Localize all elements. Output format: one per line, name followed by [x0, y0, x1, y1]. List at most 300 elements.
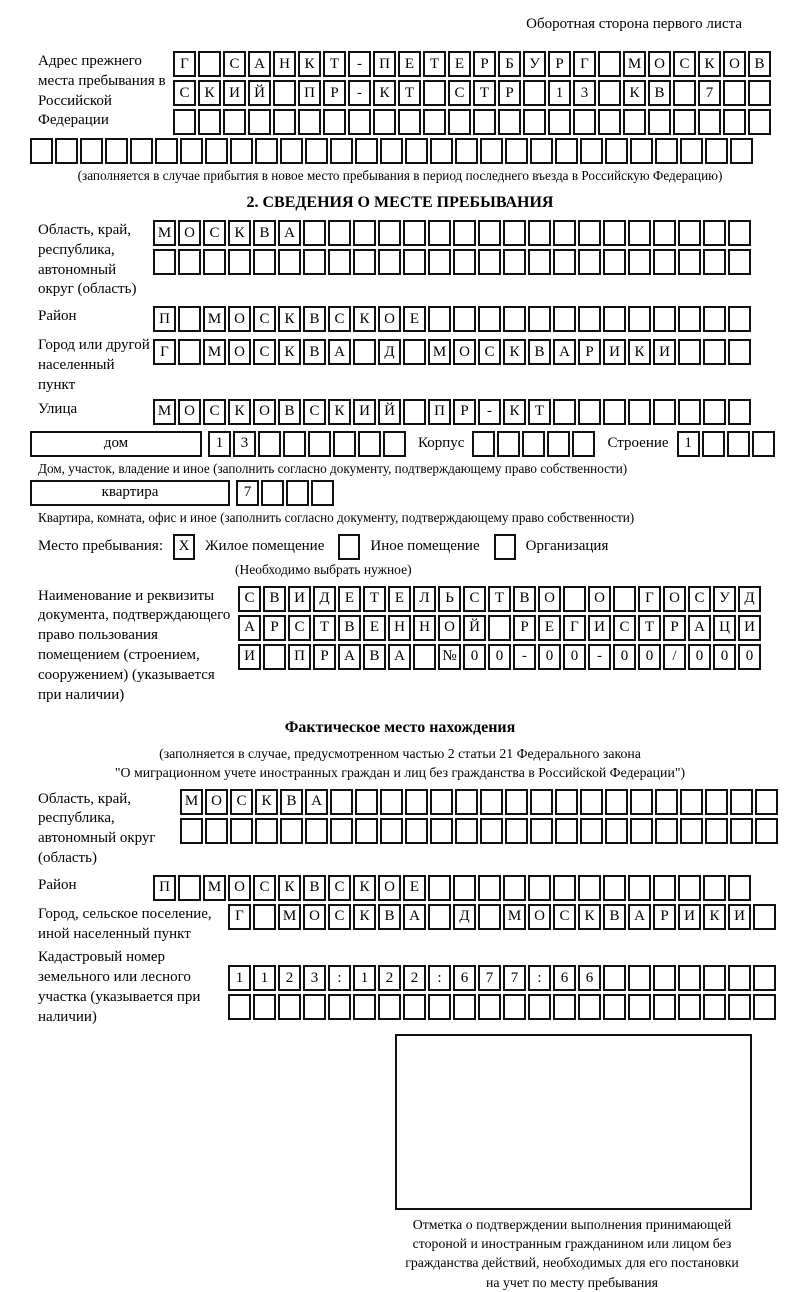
char-box — [330, 818, 353, 844]
char-box: 0 — [463, 644, 486, 670]
region-line2 — [153, 249, 751, 275]
actual-district-line1 — [153, 875, 751, 901]
char-box — [603, 249, 626, 275]
char-box — [703, 306, 726, 332]
char-box: Р — [323, 80, 346, 106]
char-box: К — [353, 306, 376, 332]
char-box: Д — [453, 904, 476, 930]
district-label: Район — [38, 308, 77, 325]
char-box: Е — [403, 875, 426, 901]
char-box: А — [628, 904, 651, 930]
char-box: Р — [313, 644, 336, 670]
char-box — [678, 399, 701, 425]
char-box — [473, 109, 496, 135]
char-box — [623, 109, 646, 135]
char-box: О — [253, 399, 276, 425]
street-line1 — [153, 399, 751, 425]
char-box: К — [373, 80, 396, 106]
char-box: К — [278, 339, 301, 365]
char-box — [448, 109, 471, 135]
char-box — [703, 875, 726, 901]
char-box — [628, 220, 651, 246]
char-box: 2 — [278, 965, 301, 991]
char-box: Р — [473, 51, 496, 77]
char-box — [453, 875, 476, 901]
char-box: Т — [528, 399, 551, 425]
char-box: М — [623, 51, 646, 77]
char-box — [680, 789, 703, 815]
char-box: П — [153, 306, 176, 332]
char-box: О — [648, 51, 671, 77]
char-box — [598, 51, 621, 77]
char-box: : — [328, 965, 351, 991]
char-box: : — [428, 965, 451, 991]
char-box — [555, 138, 578, 164]
stamp-caption-line2: стороной и иностранным гражданином или лицом без — [412, 1235, 732, 1251]
back-side-note: Оборотная сторона первого листа — [526, 16, 742, 32]
char-box: С — [328, 875, 351, 901]
char-box — [353, 994, 376, 1020]
char-box: А — [688, 615, 711, 641]
char-box: С — [253, 339, 276, 365]
char-box: 6 — [578, 965, 601, 991]
char-box — [255, 138, 278, 164]
char-box — [255, 818, 278, 844]
char-box — [378, 220, 401, 246]
char-box: 6 — [453, 965, 476, 991]
char-box — [630, 789, 653, 815]
char-box: 1 — [353, 965, 376, 991]
char-box — [703, 965, 726, 991]
char-box: С — [238, 586, 261, 612]
char-box: Е — [398, 51, 421, 77]
char-box — [488, 615, 511, 641]
char-box — [605, 138, 628, 164]
char-box — [703, 220, 726, 246]
char-box — [653, 306, 676, 332]
char-box — [478, 904, 501, 930]
char-box — [430, 789, 453, 815]
char-box — [728, 399, 751, 425]
char-box: Т — [363, 586, 386, 612]
char-box: П — [373, 51, 396, 77]
char-box: И — [223, 80, 246, 106]
char-box — [198, 51, 221, 77]
char-box — [628, 965, 651, 991]
char-box — [578, 249, 601, 275]
char-box: В — [263, 586, 286, 612]
char-box: Д — [378, 339, 401, 365]
char-box — [578, 399, 601, 425]
char-box: Г — [563, 615, 586, 641]
char-box: Е — [538, 615, 561, 641]
char-box: П — [153, 875, 176, 901]
char-box: Ь — [438, 586, 461, 612]
char-box: 7 — [503, 965, 526, 991]
actual-city-label: Город, сельское поселение, иной населенный пункт — [38, 905, 212, 942]
char-box — [705, 138, 728, 164]
char-box: Е — [403, 306, 426, 332]
char-box — [555, 789, 578, 815]
char-box: М — [203, 306, 226, 332]
char-box — [703, 249, 726, 275]
char-box — [653, 994, 676, 1020]
char-box — [178, 306, 201, 332]
char-box — [198, 109, 221, 135]
char-box — [308, 431, 331, 457]
char-box — [678, 249, 701, 275]
char-box: И — [678, 904, 701, 930]
char-box: О — [228, 339, 251, 365]
char-box: Ц — [713, 615, 736, 641]
char-box: 1 — [253, 965, 276, 991]
char-box — [358, 431, 381, 457]
char-box: М — [153, 220, 176, 246]
korpus-digits — [472, 431, 595, 457]
char-box — [563, 586, 586, 612]
char-box: Р — [513, 615, 536, 641]
char-box: 3 — [573, 80, 596, 106]
char-box — [480, 789, 503, 815]
char-box — [286, 480, 309, 506]
char-box — [728, 306, 751, 332]
korpus-label: Корпус — [418, 435, 465, 452]
char-box: О — [453, 339, 476, 365]
char-box: А — [553, 339, 576, 365]
char-box: 1 — [228, 965, 251, 991]
char-box — [580, 818, 603, 844]
char-box — [528, 220, 551, 246]
document-line3 — [238, 644, 761, 670]
char-box — [403, 994, 426, 1020]
char-box: В — [278, 399, 301, 425]
char-box — [455, 818, 478, 844]
char-box — [748, 80, 771, 106]
char-box: С — [230, 789, 253, 815]
char-box: С — [553, 904, 576, 930]
char-box — [628, 249, 651, 275]
char-box — [523, 109, 546, 135]
char-box — [578, 994, 601, 1020]
char-box — [678, 965, 701, 991]
char-box: Т — [313, 615, 336, 641]
char-box — [655, 818, 678, 844]
actual-location-note1: (заполняется в случае, предусмотренном частью 2 статьи 21 Федерального закона — [159, 746, 641, 762]
char-box: Е — [338, 586, 361, 612]
char-box — [703, 399, 726, 425]
char-box — [403, 249, 426, 275]
prev-address-label: Адрес прежнего места пребывания в Российской Федерации — [38, 53, 166, 129]
char-box: Е — [388, 586, 411, 612]
char-box: Р — [498, 80, 521, 106]
char-box: Г — [573, 51, 596, 77]
actual-region-line1 — [180, 789, 778, 815]
char-box: Г — [153, 339, 176, 365]
char-box — [553, 220, 576, 246]
char-box — [311, 480, 334, 506]
char-box: Т — [473, 80, 496, 106]
char-box — [628, 399, 651, 425]
char-box — [423, 109, 446, 135]
char-box: В — [253, 220, 276, 246]
char-box — [303, 994, 326, 1020]
house-box-label: дом — [30, 431, 202, 457]
stamp-area-wrap — [395, 1034, 800, 1210]
char-box: Л — [413, 586, 436, 612]
option-inoe-label: Иное помещение — [370, 538, 480, 555]
char-box — [328, 994, 351, 1020]
region-line1 — [153, 220, 751, 246]
stamp-caption-line3: гражданства действий, необходимых для его постановки — [405, 1255, 739, 1271]
char-box: 6 — [553, 965, 576, 991]
char-box: О — [378, 875, 401, 901]
char-box: В — [528, 339, 551, 365]
char-box: С — [303, 399, 326, 425]
char-box — [453, 220, 476, 246]
char-box — [423, 80, 446, 106]
char-box: 0 — [538, 644, 561, 670]
char-box — [655, 789, 678, 815]
stay-type-line — [38, 534, 800, 560]
char-box: С — [478, 339, 501, 365]
char-box — [505, 138, 528, 164]
char-box — [628, 994, 651, 1020]
char-box — [230, 138, 253, 164]
char-box: М — [278, 904, 301, 930]
char-box: А — [278, 220, 301, 246]
char-box: С — [203, 220, 226, 246]
char-box — [680, 818, 703, 844]
char-box — [728, 875, 751, 901]
char-box: К — [198, 80, 221, 106]
char-box — [572, 431, 595, 457]
char-box: И — [603, 339, 626, 365]
char-box — [355, 138, 378, 164]
char-box: Д — [313, 586, 336, 612]
char-box — [428, 306, 451, 332]
char-box: А — [305, 789, 328, 815]
char-box: Д — [738, 586, 761, 612]
char-box — [205, 818, 228, 844]
cadastral-line2 — [228, 994, 776, 1020]
prev-address-line1 — [173, 51, 771, 77]
char-box — [730, 789, 753, 815]
char-box: Е — [448, 51, 471, 77]
apartment-line — [30, 480, 800, 506]
char-box: В — [603, 904, 626, 930]
char-box — [378, 249, 401, 275]
char-box — [383, 431, 406, 457]
char-box — [380, 818, 403, 844]
checkbox-inoe — [338, 534, 360, 560]
char-box — [205, 138, 228, 164]
char-box: К — [353, 904, 376, 930]
section2-title: 2. СВЕДЕНИЯ О МЕСТЕ ПРЕБЫВАНИЯ — [246, 194, 554, 211]
char-box — [330, 138, 353, 164]
char-box — [273, 109, 296, 135]
prev-address-caption: (заполняется в случае прибытия в новое место пребывания в период последнего въезда в Российскую Федерацию) — [77, 168, 723, 183]
char-box — [453, 249, 476, 275]
char-box — [528, 875, 551, 901]
char-box: В — [280, 789, 303, 815]
char-box: Р — [578, 339, 601, 365]
char-box: О — [228, 306, 251, 332]
char-box: Н — [388, 615, 411, 641]
char-box — [553, 249, 576, 275]
char-box — [705, 789, 728, 815]
house-line — [30, 431, 800, 457]
street-label: Улица — [38, 400, 78, 417]
char-box: С — [288, 615, 311, 641]
char-box — [403, 220, 426, 246]
char-box — [428, 994, 451, 1020]
char-box: А — [238, 615, 261, 641]
char-box — [178, 875, 201, 901]
char-box: А — [248, 51, 271, 77]
char-box — [653, 220, 676, 246]
char-box: В — [338, 615, 361, 641]
char-box — [178, 249, 201, 275]
stroenie-digits — [677, 431, 775, 457]
char-box — [428, 220, 451, 246]
char-box — [680, 138, 703, 164]
char-box: К — [503, 339, 526, 365]
char-box — [703, 339, 726, 365]
street-block — [38, 399, 800, 425]
char-box — [353, 249, 376, 275]
char-box — [230, 818, 253, 844]
stamp-caption — [352, 1215, 792, 1292]
stamp-caption-line4: на учет по месту пребывания — [486, 1274, 658, 1290]
char-box: О — [723, 51, 746, 77]
actual-region-line2 — [180, 818, 778, 844]
stay-type-note: (Необходимо выбрать нужное) — [235, 561, 412, 577]
actual-region-label: Область, край, республика, автономный округ (область) — [38, 790, 156, 866]
char-box: Й — [248, 80, 271, 106]
char-box — [603, 399, 626, 425]
char-box — [303, 220, 326, 246]
char-box — [678, 875, 701, 901]
char-box — [261, 480, 284, 506]
char-box — [702, 431, 725, 457]
char-box — [253, 249, 276, 275]
char-box — [228, 249, 251, 275]
cadastral-block — [38, 947, 800, 1027]
char-box — [323, 109, 346, 135]
char-box — [328, 249, 351, 275]
char-box: К — [703, 904, 726, 930]
char-box — [498, 109, 521, 135]
char-box: К — [255, 789, 278, 815]
char-box: М — [153, 399, 176, 425]
char-box — [428, 249, 451, 275]
char-box: И — [653, 339, 676, 365]
char-box — [453, 994, 476, 1020]
char-box — [455, 789, 478, 815]
char-box: 0 — [638, 644, 661, 670]
char-box — [748, 109, 771, 135]
char-box: С — [173, 80, 196, 106]
char-box: 3 — [233, 431, 256, 457]
char-box — [503, 994, 526, 1020]
char-box — [405, 818, 428, 844]
char-box: О — [528, 904, 551, 930]
char-box: К — [353, 875, 376, 901]
char-box: Т — [638, 615, 661, 641]
char-box: Г — [173, 51, 196, 77]
char-box — [653, 875, 676, 901]
char-box: С — [253, 875, 276, 901]
char-box: С — [448, 80, 471, 106]
char-box: С — [613, 615, 636, 641]
char-box: Н — [413, 615, 436, 641]
char-box: 3 — [303, 965, 326, 991]
char-box: В — [303, 306, 326, 332]
char-box — [530, 818, 553, 844]
option-zhiloe-label: Жилое помещение — [205, 538, 325, 555]
char-box — [505, 789, 528, 815]
char-box: К — [623, 80, 646, 106]
char-box: О — [663, 586, 686, 612]
char-box: 1 — [677, 431, 700, 457]
char-box: Й — [378, 399, 401, 425]
char-box — [523, 80, 546, 106]
char-box — [628, 306, 651, 332]
apartment-digits — [236, 480, 334, 506]
char-box — [603, 994, 626, 1020]
char-box: К — [328, 399, 351, 425]
char-box — [673, 80, 696, 106]
char-box — [30, 138, 53, 164]
char-box — [153, 249, 176, 275]
city-line1 — [153, 339, 751, 365]
char-box: О — [178, 220, 201, 246]
char-box — [280, 138, 303, 164]
document-label: Наименование и реквизиты документа, подтверждающего право пользования помещением (строением, сооружением) (указывается при наличии) — [38, 587, 231, 703]
char-box — [752, 431, 775, 457]
char-box: 0 — [738, 644, 761, 670]
char-box: № — [438, 644, 461, 670]
char-box: 2 — [403, 965, 426, 991]
char-box — [478, 875, 501, 901]
actual-district-label: Район — [38, 876, 77, 893]
char-box — [253, 994, 276, 1020]
char-box: К — [228, 399, 251, 425]
district-line1 — [153, 306, 751, 332]
char-box — [728, 339, 751, 365]
char-box: О — [303, 904, 326, 930]
char-box — [298, 109, 321, 135]
actual-city-block — [38, 904, 800, 945]
house-caption: Дом, участок, владение и иное (заполнить согласно документу, подтверждающему право собственности) — [38, 460, 628, 476]
char-box: С — [688, 586, 711, 612]
char-box — [753, 904, 776, 930]
char-box — [655, 138, 678, 164]
char-box — [373, 109, 396, 135]
char-box: 0 — [688, 644, 711, 670]
char-box: - — [348, 51, 371, 77]
char-box: М — [428, 339, 451, 365]
char-box: М — [180, 789, 203, 815]
char-box — [598, 109, 621, 135]
char-box — [430, 818, 453, 844]
char-box: Т — [323, 51, 346, 77]
char-box — [178, 339, 201, 365]
char-box — [80, 138, 103, 164]
char-box — [428, 904, 451, 930]
char-box — [305, 818, 328, 844]
char-box — [413, 644, 436, 670]
